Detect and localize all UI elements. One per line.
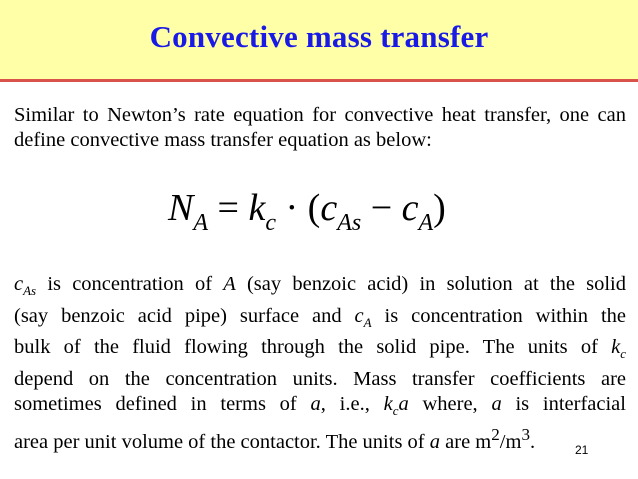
text-line: area per unit volume of the contactor. The units of a are $m^2/m^3$.: [14, 425, 536, 454]
text-line: bulk of the fluid flowing through the solid pipe. The units of $k_c$: [14, 336, 626, 362]
eq-lhs: N: [168, 187, 194, 229]
eq-c2-sub: A: [418, 210, 434, 236]
explanation-paragraph: [14, 272, 626, 455]
intro-paragraph: Similar to Newton’s rate equation for convective heat transfer, one can define convective mass transfer equation as below:: [14, 104, 626, 151]
eq-c2: c: [401, 187, 419, 229]
slide-title: Convective mass transfer: [149, 19, 489, 54]
eq-k-sub: c: [265, 210, 276, 236]
symbol-k-c-a: $k_ca$: [383, 392, 409, 418]
eq-lhs-sub: A: [193, 210, 209, 236]
symbol-a: A: [223, 273, 236, 295]
symbol-c-as: $c_{As}$: [14, 273, 37, 299]
text-line: depend on the concentration units. Mass transfer coefficients are: [14, 368, 626, 391]
symbol-a-lower: a: [310, 392, 321, 415]
symbol-a-lower: a: [429, 431, 441, 454]
symbol-k-c: $k_c$: [611, 336, 626, 362]
page-number: 21: [575, 443, 589, 457]
symbol-c-a: $c_A$: [354, 304, 372, 330]
eq-minus: −: [361, 187, 402, 229]
mass-transfer-equation: [168, 186, 446, 237]
eq-dot: · (: [276, 187, 321, 229]
text-line: sometimes defined in terms of a, i.e., $k_ca$ where, a is interfacial: [14, 392, 626, 418]
eq-close: ): [433, 187, 446, 229]
eq-c1: c: [320, 187, 338, 229]
eq-k: k: [248, 187, 266, 229]
text-line: $c_{As}$ is concentration of A (say benzoic acid) in solution at the solid: [14, 273, 626, 299]
eq-c1-sub: As: [337, 210, 362, 236]
title-bar: [0, 0, 638, 82]
eq-equals: =: [208, 187, 249, 229]
text-line: (say benzoic acid pipe) surface and $c_A$ is concentration within the: [14, 304, 627, 330]
symbol-a-lower: a: [491, 392, 502, 415]
